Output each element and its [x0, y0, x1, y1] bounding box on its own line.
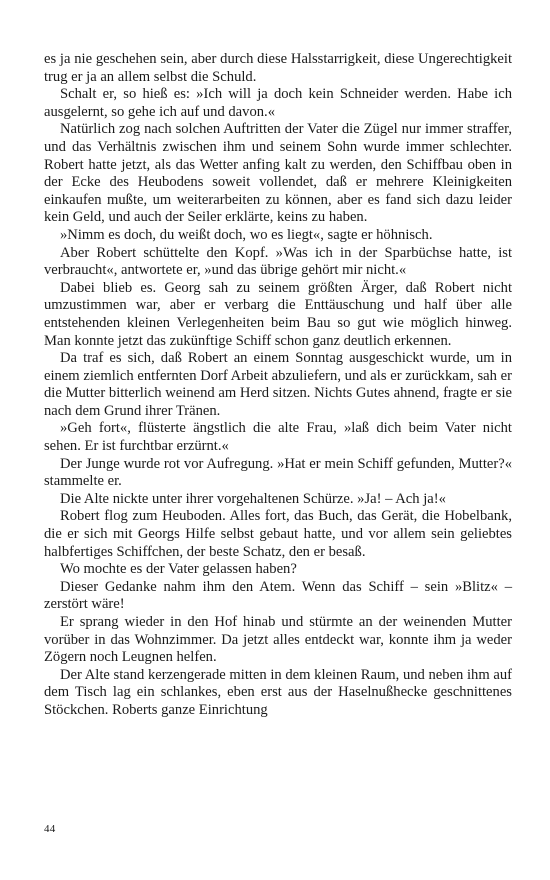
paragraph: Dieser Gedanke nahm ihm den Atem. Wenn das Schiff – sein »Blitz« – zerstört wäre! — [44, 578, 512, 613]
paragraph: Der Junge wurde rot vor Aufregung. »Hat er mein Schiff gefunden, Mutter?« stammelte er. — [44, 455, 512, 490]
page-number: 44 — [44, 823, 56, 835]
paragraph: Natürlich zog nach solchen Auftritten der Vater die Zügel nur immer straffer, und das Verhältnis zwischen ihm und seinem Sohn wurde immer schlechter. Robert hatte jetzt, als das Wetter anfing kalt zu werden, den Schiffbau oben in der Ecke des Heubodens soweit vollendet, daß er mehrere Kleinigkeiten einkaufen mußte, um weiterarbeiten zu können, aber es fand sich dazu leider kein Geld, und auch der Seiler erklärte, keins zu haben. — [44, 121, 512, 226]
page-body — [44, 51, 512, 720]
paragraph: Dabei blieb es. Georg sah zu seinem größten Ärger, daß Robert nicht umzustimmen war, aber er verbarg die Enttäuschung und half über alle entstehenden kleinen Verlegenheiten beim Bau so gut wie möglich hinweg. Man konnte jetzt das zukünftige Schiff schon ganz deutlich erkennen. — [44, 279, 512, 349]
paragraph: Die Alte nickte unter ihrer vorgehaltenen Schürze. »Ja! – Ach ja!« — [60, 490, 446, 507]
paragraph: Wo mochte es der Vater gelassen haben? — [60, 561, 297, 578]
paragraph: »Geh fort«, flüsterte ängstlich die alte Frau, »laß dich beim Vater nicht sehen. Er ist furchtbar erzürnt.« — [44, 420, 512, 455]
paragraph: Der Alte stand kerzengerade mitten in dem kleinen Raum, und neben ihm auf dem Tisch lag ein schlankes, eben erst aus der Haselnußhecke geschnittenes Stöckchen. Roberts ganze Einrichtung — [44, 666, 512, 718]
paragraph: Robert flog zum Heuboden. Alles fort, das Buch, das Gerät, die Hobelbank, die er sich mit Georgs Hilfe selbst gebaut hatte, und vor allem sein geliebtes halbfertiges Schiffchen, der beste Schatz, den er besaß. — [44, 508, 512, 560]
paragraph: »Nimm es doch, du weißt doch, wo es liegt«, sagte er höhnisch. — [60, 226, 433, 243]
paragraph: Aber Robert schüttelte den Kopf. »Was ich in der Sparbüchse hatte, ist verbraucht«, antwortete er, »und das übrige gehört mir nicht.« — [44, 244, 512, 279]
paragraph: Da traf es sich, daß Robert an einem Sonntag ausgeschickt wurde, um in einem ziemlich entfernten Dorf Arbeit abzuliefern, und als er zurückkam, sah er die Mutter bitterlich weinend am Herd sitzen. Nichts Gutes ahnend, fragte er sie nach dem Grund ihrer Tränen. — [44, 350, 512, 419]
paragraph: es ja nie geschehen sein, aber durch diese Halsstarrigkeit, diese Ungerechtigkeit trug er ja an allem selbst die Schuld. — [44, 51, 512, 85]
paragraph: Schalt er, so hieß es: »Ich will ja doch kein Schneider werden. Habe ich ausgelernt, so gehe ich auf und davon.« — [44, 86, 512, 120]
paragraph: Er sprang wieder in den Hof hinab und stürmte an der weinenden Mutter vorüber in das Wohnzimmer. Da jetzt alles entdeckt war, konnte ihm ja weder Zögern noch Leugnen helfen. — [44, 614, 512, 666]
